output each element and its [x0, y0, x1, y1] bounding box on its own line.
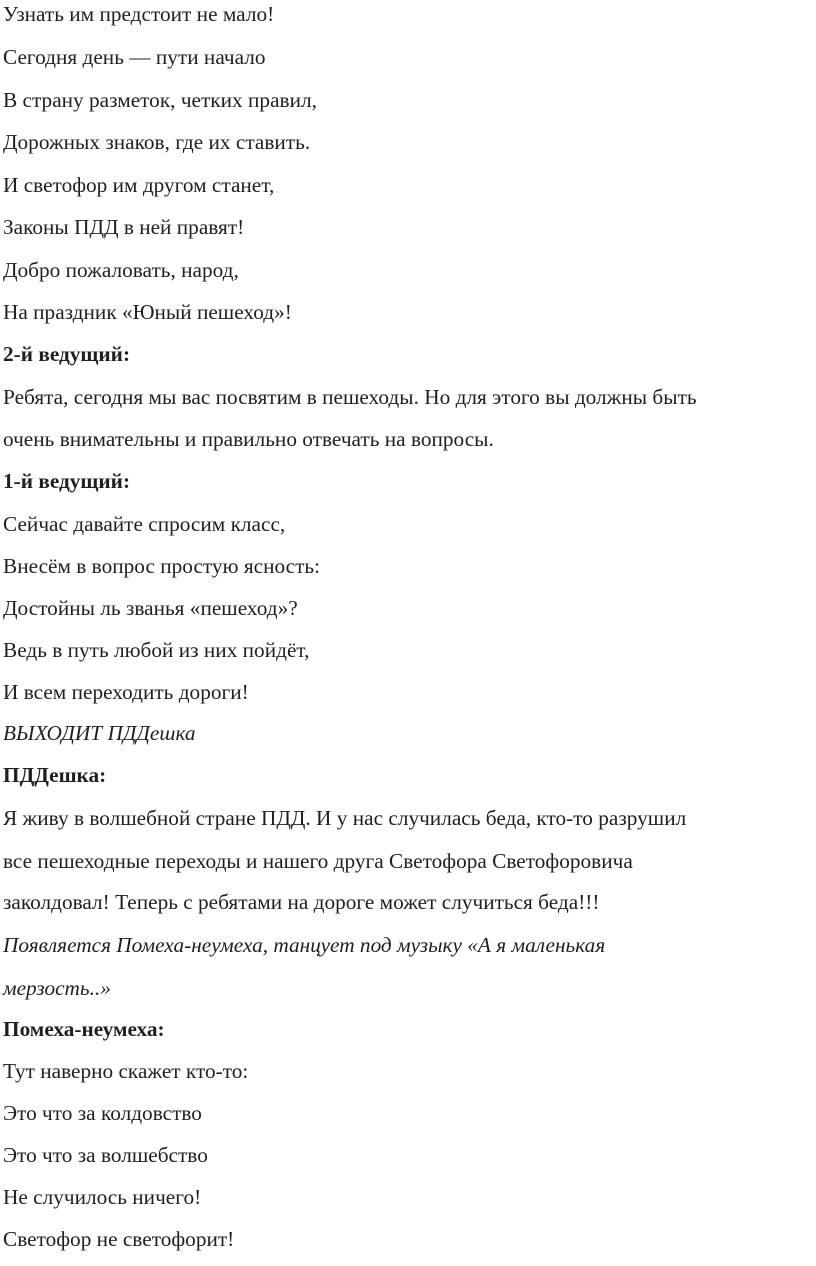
verse-line: Достойны ль званья «пешеход»?: [3, 596, 298, 620]
verse-line: Это что за колдовство: [3, 1101, 202, 1125]
verse-line: Ведь в путь любой из них пойдёт,: [3, 638, 310, 662]
verse-line: Не случилось ничего!: [3, 1185, 202, 1209]
speaker-heading: 1-й ведущий:: [3, 469, 131, 493]
verse-line: Сегодня день — пути начало: [3, 45, 266, 69]
stage-direction: мерзость..»: [3, 976, 111, 1000]
verse-line: Узнать им предстоит не мало!: [3, 2, 275, 26]
verse-line: Добро пожаловать, народ,: [3, 258, 239, 282]
verse-line: Внесём в вопрос простую ясность:: [3, 554, 321, 578]
speaker-heading: 2-й ведущий:: [3, 342, 131, 366]
verse-line: Светофор не светофорит!: [3, 1227, 235, 1251]
stage-direction: Появляется Помеха-неумеха, танцует под музыку «А я маленькая: [3, 933, 606, 957]
speaker-heading: ПДДешка:: [3, 763, 107, 787]
speaker-heading: Помеха-неумеха:: [3, 1017, 165, 1041]
verse-line: В страну разметок, четких правил,: [3, 88, 317, 112]
verse-line: Это что за волшебство: [3, 1143, 208, 1167]
prose-line: очень внимательны и правильно отвечать на вопросы.: [3, 427, 494, 451]
verse-line: Тут наверно скажет кто-то:: [3, 1059, 249, 1083]
verse-line: И всем переходить дороги!: [3, 680, 249, 704]
verse-line: И светофор им другом станет,: [3, 173, 275, 197]
verse-line: Сейчас давайте спросим класс,: [3, 512, 286, 536]
prose-line: все пешеходные переходы и нашего друга Светофора Светофоровича: [3, 849, 633, 873]
stage-direction: ВЫХОДИТ ПДДешка: [3, 721, 196, 745]
verse-line: На праздник «Юный пешеход»!: [3, 300, 292, 324]
verse-line: Дорожных знаков, где их ставить.: [3, 130, 311, 154]
verse-line: Законы ПДД в ней правят!: [3, 215, 245, 239]
prose-line: заколдовал! Теперь с ребятами на дороге может случиться беда!!!: [3, 890, 600, 914]
prose-line: Ребята, сегодня мы вас посвятим в пешеходы. Но для этого вы должны быть: [3, 385, 697, 409]
prose-line: Я живу в волшебной стране ПДД. И у нас случилась беда, кто-то разрушил: [3, 806, 687, 830]
